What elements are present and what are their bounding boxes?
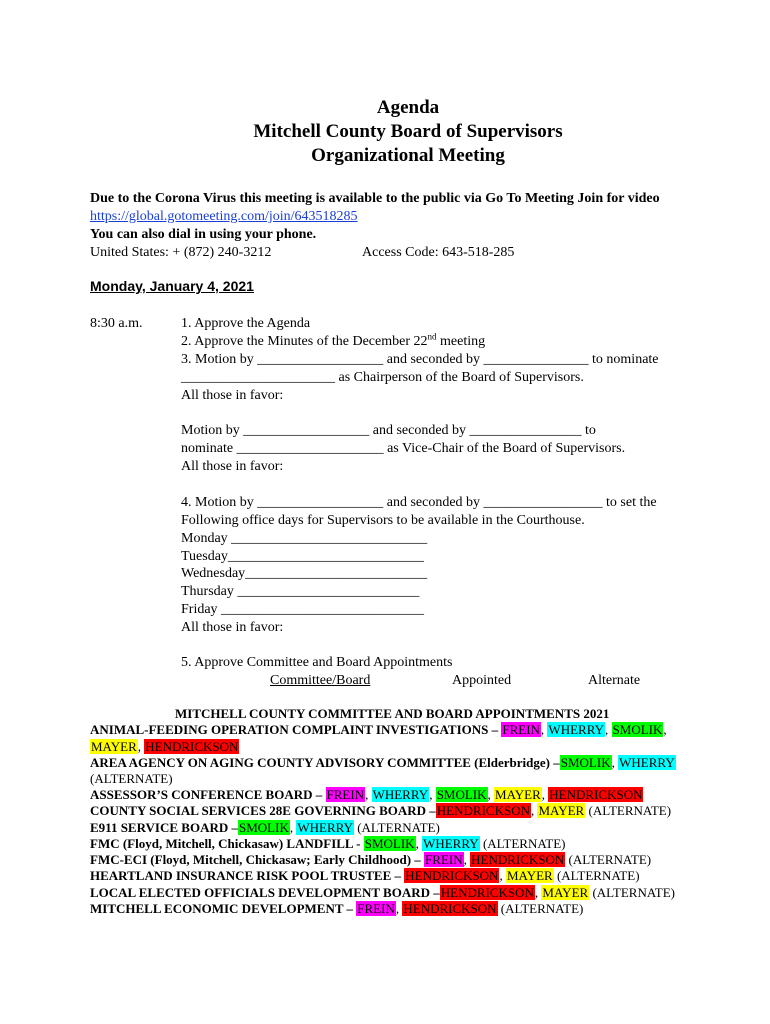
dial-in-line: You can also dial in using your phone. [90,227,317,242]
motion-favor: All those in favor: [181,459,284,474]
access-code: Access Code: 643-518-285 [362,245,515,260]
row-acb: ASSESSOR’S CONFERENCE BOARD – FREIN, WHERRY, SMOLIK, MAYER, HENDRICKSON [90,787,643,802]
row-aaa-2: (ALTERNATE) [90,771,173,786]
appointments-column-headers [270,672,645,690]
title-agenda: Agenda [376,97,440,118]
item-4-line-2: Following office days for Supervisors to be available in the Courthouse. [181,513,585,528]
item-1: 1. Approve the Agenda [181,316,311,331]
row-hirp: HEARTLAND INSURANCE RISK POOL TRUSTEE – HENDRICKSON, MAYER (ALTERNATE) [90,868,640,883]
day-monday: Monday ____________________________ [181,531,428,546]
row-aaa-1: AREA AGENCY ON AGING COUNTY ADVISORY COMMITTEE (Elderbridge) –SMOLIK, WHERRY [90,755,675,770]
day-thursday: Thursday __________________________ [181,584,420,599]
item-4-favor: All those in favor: [181,620,284,635]
day-tuesday: Tuesday____________________________ [181,549,424,564]
row-fmc: FMC (Floyd, Mitchell, Chickasaw) LANDFILL - SMOLIK, WHERRY (ALTERNATE) [90,836,566,851]
day-wednesday: Wednesday__________________________ [181,566,428,581]
item-5: 5. Approve Committee and Board Appointments [181,655,453,670]
row-afo-1: ANIMAL-FEEDING OPERATION COMPLAINT INVESTIGATIONS – FREIN, WHERRY, SMOLIK, [90,722,667,737]
col-committee: Committee/Board [270,673,371,688]
motion-line-1: Motion by __________________ and seconded by ________________ to [181,423,596,438]
row-leo: LOCAL ELECTED OFFICIALS DEVELOPMENT BOARD –HENDRICKSON, MAYER (ALTERNATE) [90,885,676,900]
col-alternate: Alternate [588,673,641,688]
title-meeting: Organizational Meeting [311,145,505,166]
row-med: MITCHELL ECONOMIC DEVELOPMENT – FREIN, HENDRICKSON (ALTERNATE) [90,901,584,916]
item-4-line-1: 4. Motion by __________________ and seconded by _________________ to set the [181,495,657,510]
day-friday: Friday _____________________________ [181,602,425,617]
item-3-favor: All those in favor: [181,388,284,403]
title-board: Mitchell County Board of Supervisors [253,121,563,142]
row-css: COUNTY SOCIAL SERVICES 28E GOVERNING BOARD –HENDRICKSON, MAYER (ALTERNATE) [90,803,672,818]
row-e911: E911 SERVICE BOARD –SMOLIK, WHERRY (ALTERNATE) [90,820,440,835]
phone-number: United States: + (872) 240-3212 [90,245,272,260]
col-appointed: Appointed [452,673,512,688]
row-fmc-eci: FMC-ECI (Floyd, Mitchell, Chickasaw; Early Childhood) – FREIN, HENDRICKSON (ALTERNATE) [90,852,652,867]
row-afo-2: MAYER, HENDRICKSON [91,739,239,754]
motion-line-2: nominate _____________________ as Vice-Chair of the Board of Supervisors. [181,441,626,456]
meeting-date: Monday, January 4, 2021 [90,278,254,294]
item-3-line-2: ______________________ as Chairperson of the Board of Supervisors. [181,370,584,385]
notice-line: Due to the Corona Virus this meeting is available to the public via Go To Meeting Join for video [90,191,660,206]
item-3-line-1: 3. Motion by __________________ and seconded by _______________ to nominate [181,352,659,367]
meeting-link[interactable]: https://global.gotomeeting.com/join/643518285 [90,209,358,224]
meeting-time: 8:30 a.m. [90,316,143,331]
appointments-title: MITCHELL COUNTY COMMITTEE AND BOARD APPOINTMENTS 2021 [175,706,610,721]
item-2: 2. Approve the Minutes of the December 22nd meeting [181,331,486,349]
